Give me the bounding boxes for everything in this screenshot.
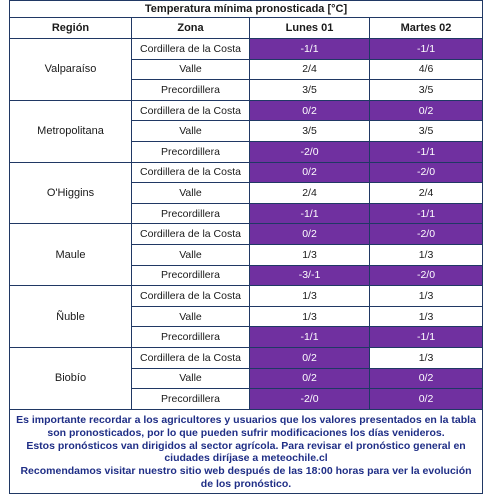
zone-name: Precordillera	[132, 327, 250, 348]
note-cell	[10, 409, 483, 493]
note-row	[10, 409, 483, 493]
martes-value: -1/1	[370, 39, 483, 60]
martes-value: 1/3	[370, 306, 483, 327]
lunes-value: -1/1	[250, 327, 370, 348]
region-name: Ñuble	[10, 286, 132, 348]
zone-name: Precordillera	[132, 141, 250, 162]
zone-name: Valle	[132, 306, 250, 327]
lunes-value: 0/2	[250, 368, 370, 389]
martes-value: 0/2	[370, 100, 483, 121]
martes-value: -2/0	[370, 162, 483, 183]
martes-value: 1/3	[370, 286, 483, 307]
zone-name: Valle	[132, 59, 250, 80]
table-title: Temperatura mínima pronosticada [°C]	[10, 1, 483, 18]
table-row	[10, 162, 483, 183]
martes-value: 2/4	[370, 183, 483, 204]
martes-value: -2/0	[370, 224, 483, 245]
lunes-value: 1/3	[250, 306, 370, 327]
lunes-value: 0/2	[250, 224, 370, 245]
zone-name: Cordillera de la Costa	[132, 224, 250, 245]
table-row	[10, 286, 483, 307]
zone-name: Valle	[132, 121, 250, 142]
martes-value: 1/3	[370, 244, 483, 265]
lunes-value: -2/0	[250, 389, 370, 410]
zone-name: Precordillera	[132, 203, 250, 224]
table-row	[10, 100, 483, 121]
header-zona: Zona	[132, 18, 250, 39]
table-row	[10, 39, 483, 60]
martes-value: 3/5	[370, 121, 483, 142]
table-row	[10, 347, 483, 368]
lunes-value: 1/3	[250, 286, 370, 307]
table-row	[10, 224, 483, 245]
region-name: Maule	[10, 224, 132, 286]
header-row	[10, 18, 483, 39]
forecast-table	[9, 0, 483, 494]
lunes-value: -2/0	[250, 141, 370, 162]
lunes-value: -1/1	[250, 203, 370, 224]
zone-name: Cordillera de la Costa	[132, 162, 250, 183]
zone-name: Valle	[132, 183, 250, 204]
martes-value: -1/1	[370, 203, 483, 224]
martes-value: -1/1	[370, 327, 483, 348]
title-row	[10, 1, 483, 18]
zone-name: Cordillera de la Costa	[132, 100, 250, 121]
note-line-1: Es importante recordar a los agricultores y usuarios que los valores presentados en la tabla son pronosticados, por lo que pueden sufrir modificaciones los días venideros.	[16, 413, 476, 439]
forecast-table-frame	[9, 0, 482, 494]
martes-value: -2/0	[370, 265, 483, 286]
martes-value: 3/5	[370, 80, 483, 101]
region-name: Valparaíso	[10, 39, 132, 101]
martes-value: 0/2	[370, 389, 483, 410]
lunes-value: 2/4	[250, 59, 370, 80]
zone-name: Cordillera de la Costa	[132, 347, 250, 368]
lunes-value: 3/5	[250, 121, 370, 142]
zone-name: Precordillera	[132, 80, 250, 101]
note-line-2: Estos pronósticos van dirigidos al sector agrícola. Para revisar el pronóstico general en ciudades diríjase a meteochile.cl	[26, 439, 466, 465]
zone-name: Cordillera de la Costa	[132, 39, 250, 60]
lunes-value: 2/4	[250, 183, 370, 204]
note-line-3: Recomendamos visitar nuestro sitio web después de las 18:00 horas para ver la evolución de los pronóstico.	[20, 465, 472, 491]
lunes-value: 0/2	[250, 162, 370, 183]
lunes-value: 3/5	[250, 80, 370, 101]
zone-name: Precordillera	[132, 389, 250, 410]
martes-value: 0/2	[370, 368, 483, 389]
zone-name: Cordillera de la Costa	[132, 286, 250, 307]
lunes-value: 1/3	[250, 244, 370, 265]
lunes-value: 0/2	[250, 100, 370, 121]
zone-name: Precordillera	[132, 265, 250, 286]
region-name: O'Higgins	[10, 162, 132, 224]
region-name: Biobío	[10, 347, 132, 409]
region-name: Metropolitana	[10, 100, 132, 162]
zone-name: Valle	[132, 368, 250, 389]
lunes-value: 0/2	[250, 347, 370, 368]
header-lunes: Lunes 01	[250, 18, 370, 39]
martes-value: 4/6	[370, 59, 483, 80]
lunes-value: -3/-1	[250, 265, 370, 286]
header-region: Región	[10, 18, 132, 39]
lunes-value: -1/1	[250, 39, 370, 60]
zone-name: Valle	[132, 244, 250, 265]
martes-value: -1/1	[370, 141, 483, 162]
header-martes: Martes 02	[370, 18, 483, 39]
martes-value: 1/3	[370, 347, 483, 368]
